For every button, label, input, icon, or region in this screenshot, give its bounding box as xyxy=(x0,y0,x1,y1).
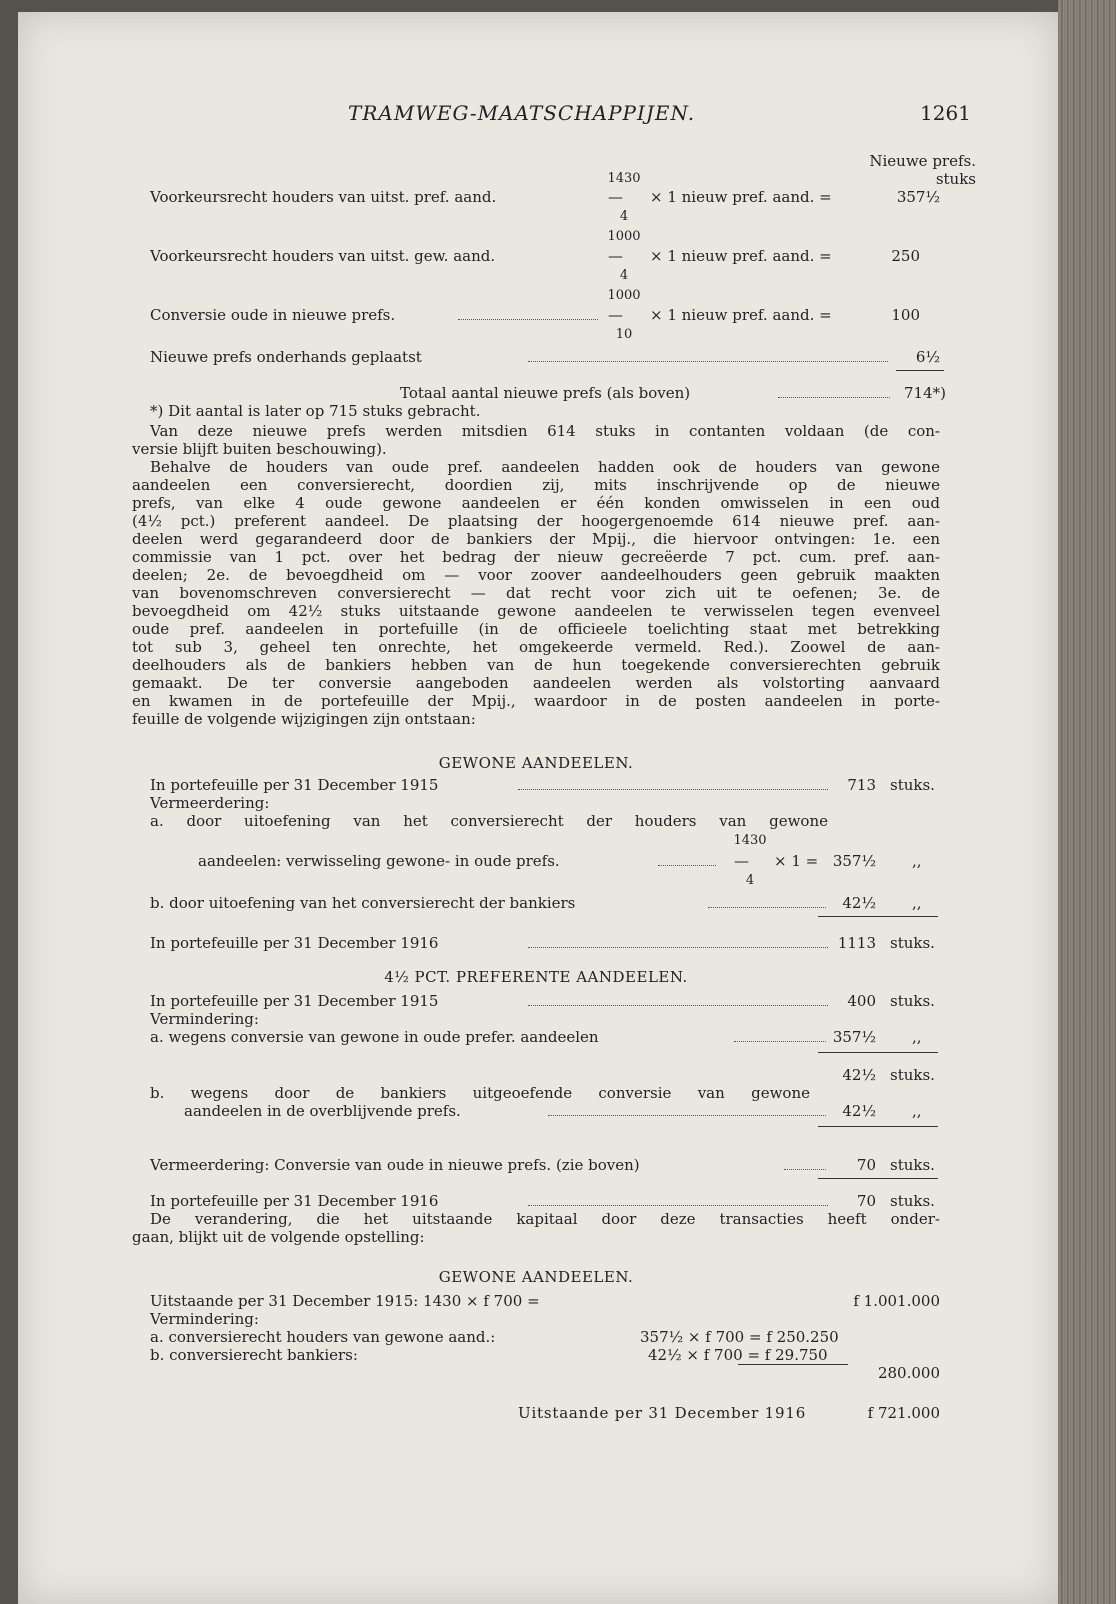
book-page xyxy=(18,12,1058,1604)
paragraph-line: prefs, van elke 4 oude gewone aandeelen er één konden omwisselen in een oud xyxy=(132,494,940,512)
row-unit: ,, xyxy=(912,1102,922,1120)
section-heading: GEWONE AANDEELEN. xyxy=(438,1268,634,1286)
row-label: aandeelen: verwisseling gewone- in oude prefs. xyxy=(198,852,560,870)
paragraph-line: De verandering, die het uitstaande kapitaal door deze transacties heeft onder- xyxy=(150,1210,940,1228)
paragraph-line: en kwamen in de portefeuille der Mpij., waardoor in de posten aandeelen in porte- xyxy=(132,692,940,710)
row-value: 42½ xyxy=(842,1102,876,1120)
leader-dots xyxy=(528,947,828,948)
row-label: Uitstaande per 31 December 1915: 1430 × f 700 = xyxy=(150,1292,540,1310)
total-label: Totaal aantal nieuwe prefs (als boven) xyxy=(400,384,691,402)
paragraph-line: aandeelen een conversierecht, doordien zij, mits inschrijvende op de nieuwe xyxy=(132,476,940,494)
paragraph-line: deelhouders als de bankiers hebben van de hun toegekende conversierechten gebruik xyxy=(132,656,940,674)
paragraph-line: tot sub 3, geheel ten onrechte, het omgekeerde vermeld. Red.). Zoowel de aan- xyxy=(132,638,940,656)
subheading: Vermindering: xyxy=(150,1310,259,1328)
row-value: 6½ xyxy=(915,348,940,366)
sum-rule xyxy=(818,1178,938,1179)
sum-rule xyxy=(818,916,938,917)
row-value: 70 xyxy=(856,1156,876,1174)
leader-dots xyxy=(528,361,888,362)
row-unit: stuks. xyxy=(890,1066,935,1084)
row-value: 250 xyxy=(891,247,920,265)
leader-dots xyxy=(528,1205,828,1206)
leader-dots xyxy=(528,1005,828,1006)
running-header-title: TRAMWEG-MAATSCHAPPIJEN. xyxy=(348,101,696,125)
total-value: 714*) xyxy=(904,384,946,402)
footnote: *) Dit aantal is later op 715 stuks gebracht. xyxy=(150,402,481,420)
column-header-stuks: stuks xyxy=(935,170,976,188)
total-label: Uitstaande per 31 December 1916 xyxy=(518,1404,807,1422)
fraction-bar: — xyxy=(734,852,749,870)
row-value: 42½ xyxy=(842,894,876,912)
row-label: Voorkeursrecht houders van uitst. pref. aand. xyxy=(150,188,497,206)
leader-dots xyxy=(778,397,890,398)
row-value: 280.000 xyxy=(877,1364,940,1382)
paragraph-line: oude pref. aandeelen in portefuille (in de officieele toelichting staat met betrekking xyxy=(132,620,940,638)
fraction-bar: — xyxy=(608,306,623,324)
fraction-denominator: 4 xyxy=(745,873,755,888)
row-label: In portefeuille per 31 December 1915 xyxy=(150,776,439,794)
book-page-edges xyxy=(1058,0,1116,1604)
total-value: f 721.000 xyxy=(867,1404,940,1422)
page-number: 1261 xyxy=(920,101,971,125)
fraction-numerator: 1430 xyxy=(733,833,767,848)
leader-dots xyxy=(734,1041,826,1042)
total-unit: stuks. xyxy=(890,934,935,952)
row-label: Vermeerdering: Conversie van oude in nieuwe prefs. (zie boven) xyxy=(150,1156,640,1174)
total-label: In portefeuille per 31 December 1916 xyxy=(150,934,439,952)
row-formula: × 1 nieuw pref. aand. = xyxy=(650,247,832,265)
paragraph-line: commissie van 1 pct. over het bedrag der nieuw gecreëerde 7 pct. cum. pref. aan- xyxy=(132,548,940,566)
section-heading: 4½ PCT. PREFERENTE AANDEELEN. xyxy=(384,968,688,986)
row-label: b. door uitoefening van het conversierecht der bankiers xyxy=(150,894,576,912)
row-value: 357½ xyxy=(832,852,876,870)
row-label: Voorkeursrecht houders van uitst. gew. aand. xyxy=(150,247,496,265)
sum-rule xyxy=(818,1052,938,1053)
total-value: 70 xyxy=(856,1192,876,1210)
row-label: Conversie oude in nieuwe prefs. xyxy=(150,306,396,324)
paragraph-line: gaan, blijkt uit de volgende opstelling: xyxy=(132,1228,425,1246)
leader-dots xyxy=(658,865,716,866)
paragraph-line: versie blijft buiten beschouwing). xyxy=(132,440,387,458)
row-unit: ,, xyxy=(912,894,922,912)
fraction-denominator: 10 xyxy=(615,327,633,342)
row-label: b. conversierecht bankiers: xyxy=(150,1346,358,1364)
paragraph-line: deelen; 2e. de bevoegdheid om — voor zoover aandeelhouders geen gebruik maakten xyxy=(132,566,940,584)
row-label: In portefeuille per 31 December 1915 xyxy=(150,992,439,1010)
row-value: 713 xyxy=(847,776,876,794)
row-label: a. wegens conversie van gewone in oude prefer. aandeelen xyxy=(150,1028,599,1046)
paragraph-line: (4½ pct.) preferent aandeel. De plaatsing der hoogergenoemde 614 nieuwe pref. aan- xyxy=(132,512,940,530)
total-label: In portefeuille per 31 December 1916 xyxy=(150,1192,439,1210)
row-unit: stuks. xyxy=(890,992,935,1010)
section-heading: GEWONE AANDEELEN. xyxy=(438,754,634,772)
column-header-new-prefs: Nieuwe prefs. xyxy=(869,152,976,170)
row-label: a. conversierecht houders van gewone aand.: xyxy=(150,1328,496,1346)
leader-dots xyxy=(708,907,826,908)
fraction-numerator: 1000 xyxy=(607,288,641,303)
total-unit: stuks. xyxy=(890,1192,935,1210)
fraction-denominator: 4 xyxy=(619,209,629,224)
row-unit: ,, xyxy=(912,852,922,870)
paragraph-line: Van deze nieuwe prefs werden mitsdien 614 stuks in contanten voldaan (de con- xyxy=(150,422,940,440)
row-value: 357½ xyxy=(896,188,940,206)
row-unit: stuks. xyxy=(890,1156,935,1174)
paragraph-line: Behalve de houders van oude pref. aandeelen hadden ook de houders van gewone xyxy=(150,458,940,476)
row-label: b. wegens door de bankiers uitgeoefende conversie van gewone xyxy=(150,1084,810,1102)
subheading: Vermeerdering: xyxy=(150,794,270,812)
fraction-denominator: 4 xyxy=(619,268,629,283)
leader-dots xyxy=(458,319,598,320)
row-value: 42½ xyxy=(842,1066,876,1084)
leader-dots xyxy=(784,1169,826,1170)
row-label: Nieuwe prefs onderhands geplaatst xyxy=(150,348,422,366)
row-value: 400 xyxy=(847,992,876,1010)
leader-dots xyxy=(518,789,828,790)
row-label: aandeelen in de overblijvende prefs. xyxy=(184,1102,461,1120)
row-unit: stuks. xyxy=(890,776,935,794)
row-value: 357½ xyxy=(832,1028,876,1046)
fraction-numerator: 1430 xyxy=(607,171,641,186)
total-value: 1113 xyxy=(837,934,876,952)
row-value: 100 xyxy=(891,306,920,324)
paragraph-line: feuille de volgende wijzigingen zijn ontstaan: xyxy=(132,710,476,728)
paragraph-line: bevoegdheid om 42½ stuks uitstaande gewone aandeelen te verwisselen tegen evenveel xyxy=(132,602,940,620)
row-calculation: 42½ × f 700 = f 29.750 xyxy=(648,1346,828,1364)
paragraph-line: deelen werd gegarandeerd door de bankiers der Mpij., die hiervoor ontvingen: 1e. een xyxy=(132,530,940,548)
sum-rule xyxy=(818,1126,938,1127)
fraction-bar: — xyxy=(608,247,623,265)
fraction-bar: — xyxy=(608,188,623,206)
subheading: Vermindering: xyxy=(150,1010,259,1028)
fraction-numerator: 1000 xyxy=(607,229,641,244)
leader-dots xyxy=(548,1115,826,1116)
row-label: a. door uitoefening van het conversierecht der houders van gewone xyxy=(150,812,828,830)
row-formula: × 1 = xyxy=(774,852,819,870)
row-unit: ,, xyxy=(912,1028,922,1046)
sum-rule xyxy=(896,370,944,371)
row-formula: × 1 nieuw pref. aand. = xyxy=(650,306,832,324)
row-formula: × 1 nieuw pref. aand. = xyxy=(650,188,832,206)
row-calculation: 357½ × f 700 = f 250.250 xyxy=(640,1328,839,1346)
paragraph-line: van bovenomschreven conversierecht — dat recht voor zich uit te oefenen; 3e. de xyxy=(132,584,940,602)
paragraph-line: gemaakt. De ter conversie aangeboden aandeelen werden als volstorting aanvaard xyxy=(132,674,940,692)
row-value: f 1.001.000 xyxy=(853,1292,940,1310)
